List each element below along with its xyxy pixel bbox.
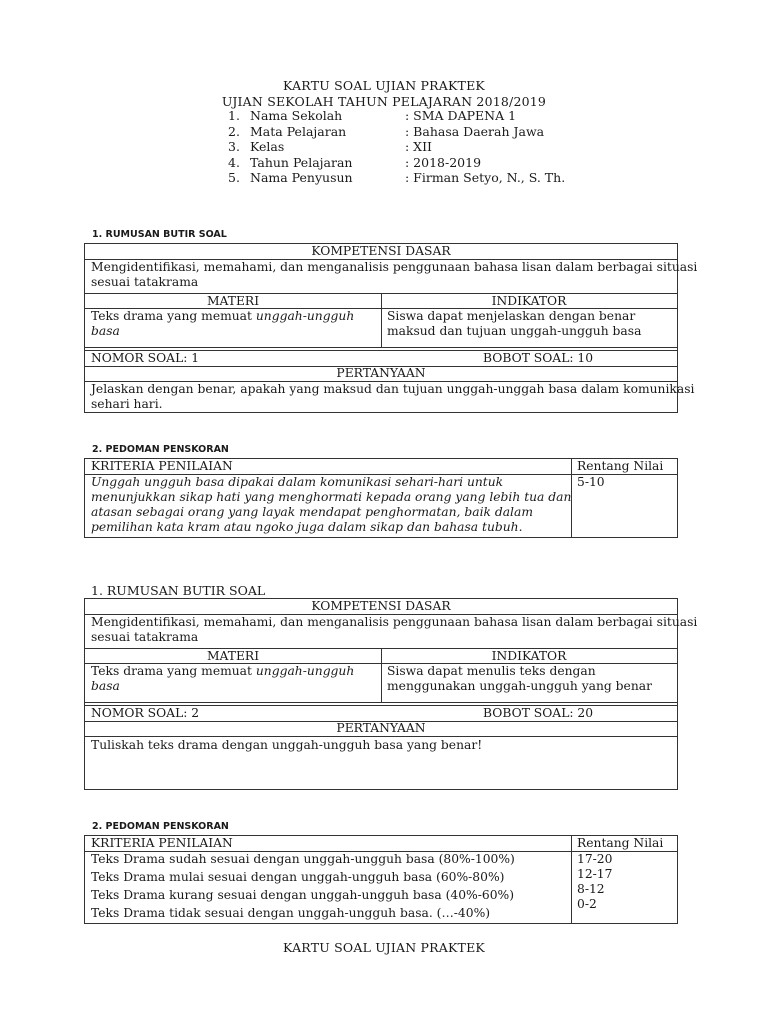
info-number: 3. bbox=[228, 139, 240, 155]
materi-italic-term: unggah-ungguh bbox=[255, 664, 355, 678]
range-header: Rentang Nilai bbox=[577, 836, 664, 850]
materi-text-line2: basa bbox=[91, 679, 120, 693]
info-value: : 2018-2019 bbox=[405, 154, 482, 170]
criteria-header: KRITERIA PENILAIAN bbox=[91, 836, 233, 850]
materi-italic-term: unggah-ungguh bbox=[255, 309, 355, 323]
range-header: Rentang Nilai bbox=[577, 459, 664, 473]
criteria-line: pemilihan kata kram atau ngoko juga dalam sikap dan bahasa tubuh. bbox=[91, 520, 523, 534]
info-value: : SMA DAPENA 1 bbox=[405, 108, 517, 123]
info-number: 4. bbox=[228, 154, 240, 170]
scoring-table-2 bbox=[84, 835, 678, 924]
info-label: Nama Penyusun bbox=[250, 170, 353, 186]
question-card-2 bbox=[84, 598, 698, 790]
criteria-header: KRITERIA PENILAIAN bbox=[91, 459, 233, 473]
info-number: 2. bbox=[228, 123, 240, 139]
range-value: 5-10 bbox=[577, 475, 605, 489]
materi-text-line2: basa bbox=[91, 324, 120, 338]
indikator-text-line2: menggunakan unggah-ungguh yang benar bbox=[387, 679, 652, 693]
range-value: 17-20 bbox=[577, 852, 613, 866]
document-title: KARTU SOAL UJIAN PRAKTEK bbox=[283, 78, 485, 93]
info-value: : Bahasa Daerah Jawa bbox=[405, 123, 545, 139]
info-label: Mata Pelajaran bbox=[250, 123, 347, 139]
kompetensi-header: KOMPETENSI DASAR bbox=[311, 599, 451, 613]
kompetensi-text-line2: sesuai tatakrama bbox=[91, 630, 199, 644]
materi-prefix: Teks drama yang memuat bbox=[91, 309, 256, 323]
indikator-header: INDIKATOR bbox=[491, 294, 567, 308]
range-value: 12-17 bbox=[577, 867, 613, 881]
criteria-line: Teks Drama kurang sesuai dengan unggah-ungguh basa (40%-60%) bbox=[91, 888, 515, 902]
materi-text bbox=[91, 664, 354, 679]
criteria-line: Unggah ungguh basa dipakai dalam komunikasi sehari-hari untuk bbox=[91, 475, 504, 489]
indikator-text-line1: Siswa dapat menjelaskan dengan benar bbox=[387, 309, 636, 323]
bobot-soal: BOBOT SOAL: 10 bbox=[483, 351, 594, 365]
range-value: 8-12 bbox=[577, 882, 605, 896]
nomor-soal: NOMOR SOAL: 2 bbox=[91, 706, 200, 720]
pertanyaan-text-line2: sehari hari. bbox=[91, 397, 163, 411]
criteria-line: atasan sebagai orang yang layak mendapat penghormatan, baik dalam bbox=[91, 505, 533, 519]
info-number: 1. bbox=[228, 108, 240, 123]
section-title-rumusan-2: 1. RUMUSAN BUTIR SOAL bbox=[91, 583, 266, 598]
range-value: 0-2 bbox=[577, 897, 597, 911]
info-label: Nama Sekolah bbox=[250, 108, 343, 123]
pertanyaan-header: PERTANYAAN bbox=[336, 721, 426, 735]
kompetensi-header: KOMPETENSI DASAR bbox=[311, 244, 451, 258]
question-card-1 bbox=[84, 243, 698, 413]
criteria-line: Teks Drama mulai sesuai dengan unggah-ungguh basa (60%-80%) bbox=[91, 870, 505, 884]
materi-text bbox=[91, 309, 354, 324]
kompetensi-text-line2: sesuai tatakrama bbox=[91, 275, 199, 289]
materi-prefix: Teks drama yang memuat bbox=[91, 664, 256, 678]
pertanyaan-header: PERTANYAAN bbox=[336, 366, 426, 380]
indikator-text-line1: Siswa dapat menulis teks dengan bbox=[387, 664, 596, 678]
next-page-title: KARTU SOAL UJIAN PRAKTEK bbox=[283, 940, 485, 955]
nomor-soal: NOMOR SOAL: 1 bbox=[91, 351, 200, 365]
info-number: 5. bbox=[228, 170, 240, 186]
materi-header: MATERI bbox=[206, 649, 260, 663]
info-value: : Firman Setyo, N., S. Th. bbox=[405, 170, 566, 186]
criteria-line: Teks Drama sudah sesuai dengan unggah-ungguh basa (80%-100%) bbox=[91, 852, 515, 866]
document-subtitle: UJIAN SEKOLAH TAHUN PELAJARAN 2018/2019 bbox=[221, 94, 547, 109]
criteria-line: menunjukkan sikap hati yang menghormati kepada orang yang lebih tua dan bbox=[91, 490, 572, 504]
pertanyaan-text-line1: Tuliskah teks drama dengan unggah-ungguh basa yang benar! bbox=[91, 738, 483, 752]
section-title-penskoran-2: 2. PEDOMAN PENSKORAN bbox=[92, 821, 229, 832]
bobot-soal: BOBOT SOAL: 20 bbox=[483, 706, 594, 720]
info-label: Kelas bbox=[250, 139, 285, 155]
kompetensi-text-line1: Mengidentifikasi, memahami, dan menganalisis penggunaan bahasa lisan dalam berbagai situasi bbox=[91, 260, 698, 274]
indikator-header: INDIKATOR bbox=[491, 649, 567, 663]
section-title-rumusan-1: 1. RUMUSAN BUTIR SOAL bbox=[92, 229, 227, 240]
pertanyaan-text-line1: Jelaskan dengan benar, apakah yang maksud dan tujuan unggah-unggah basa dalam komunikasi bbox=[91, 382, 695, 396]
info-value: : XII bbox=[405, 139, 432, 155]
materi-header: MATERI bbox=[206, 294, 260, 308]
kompetensi-text-line1: Mengidentifikasi, memahami, dan menganalisis penggunaan bahasa lisan dalam berbagai situasi bbox=[91, 615, 698, 629]
criteria-line: Teks Drama tidak sesuai dengan unggah-ungguh basa. (…-40%) bbox=[91, 906, 491, 920]
indikator-text-line2: maksud dan tujuan unggah-ungguh basa bbox=[387, 324, 642, 338]
section-title-penskoran-1: 2. PEDOMAN PENSKORAN bbox=[92, 444, 229, 455]
scoring-table-1 bbox=[84, 458, 678, 538]
info-label: Tahun Pelajaran bbox=[250, 154, 353, 170]
